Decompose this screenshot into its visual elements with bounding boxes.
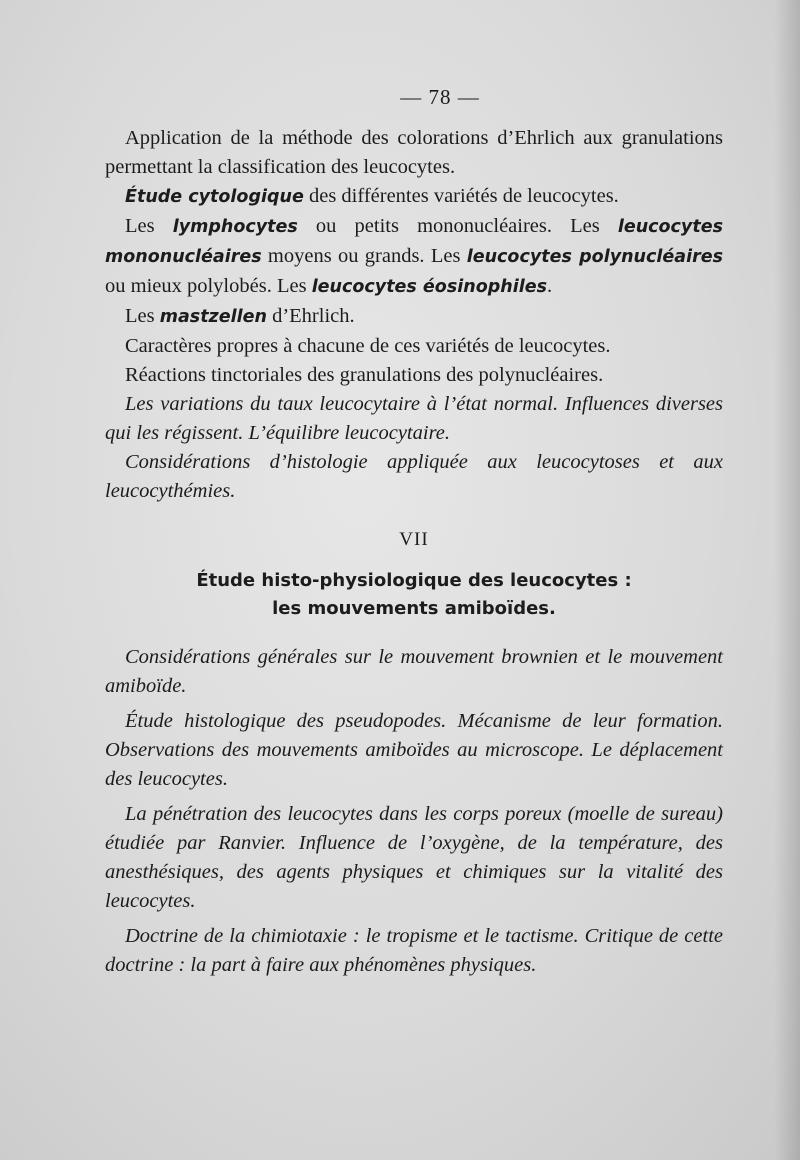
text-run: d’Ehrlich. xyxy=(266,305,355,327)
paragraph-mastzellen xyxy=(105,302,723,332)
section-title-line: Étude histo-physiologique des leucocytes : xyxy=(196,570,632,591)
paragraph-reactions: Réactions tinctoriales des granulations des polynucléaires. xyxy=(125,364,604,386)
section-title xyxy=(105,567,723,623)
paragraph-coloration-method: Application de la méthode des colorations d’Ehrlich aux granulations permettant la classification des leucocytes. xyxy=(105,127,723,178)
bold-term: leucocytes mononucléaires xyxy=(105,217,723,267)
bold-term: mastzellen xyxy=(159,307,267,327)
paragraph-brownian: Considérations générales sur le mouvement brownien et le mouvement amiboïde. xyxy=(105,646,723,697)
text-run: . xyxy=(547,275,553,297)
text-run: des différentes variétés de leucocytes. xyxy=(303,185,619,207)
text-run: ou petits mononucléaires. Les xyxy=(297,215,618,237)
paragraph-leucocyte-types xyxy=(105,212,723,302)
paragraph-variations: Les variations du taux leucocytaire à l’état normal. Influences diverses qui les régissent. L’équilibre leucocytaire. xyxy=(105,393,723,444)
paragraph-cytology xyxy=(105,182,723,212)
section-number: VII xyxy=(399,529,429,550)
paragraph-characters: Caractères propres à chacune de ces variétés de leucocytes. xyxy=(125,335,611,357)
paragraph-penetration: La pénétration des leucocytes dans les corps poreux (moelle de sureau) étudiée par Ranvier. Influence de l’oxygène, de la température, des anesthésiques, des agents physiques et chimiques sur la vitalité des leucocytes. xyxy=(105,803,723,912)
page-number: — 78 — xyxy=(400,85,480,109)
paragraph-considerations: Considérations d’histologie appliquée aux leucocytoses et aux leucocythémies. xyxy=(105,451,723,502)
section-title-line: les mouvements amiboïdes. xyxy=(272,598,556,619)
page-edge-shadow xyxy=(774,0,800,1160)
paragraph-pseudopods: Étude histologique des pseudopodes. Mécanisme de leur formation. Observations des mouvements amiboïdes au microscope. Le déplacement des leucocytes. xyxy=(105,710,723,790)
text-run: Les xyxy=(125,215,173,237)
text-run: Les xyxy=(125,305,160,327)
bold-term: Étude cytologique xyxy=(125,187,304,207)
text-run: ou mieux polylobés. Les xyxy=(105,275,312,297)
paragraph-chemotaxis: Doctrine de la chimiotaxie : le tropisme et le tactisme. Critique de cette doctrine : la part à faire aux phénomènes physiques. xyxy=(105,925,723,976)
page-text-block xyxy=(105,85,723,980)
text-run: moyens ou grands. Les xyxy=(261,245,467,267)
bold-term: leucocytes polynucléaires xyxy=(466,247,723,267)
bold-term: lymphocytes xyxy=(172,217,298,237)
bold-term: leucocytes éosinophiles xyxy=(311,277,547,297)
